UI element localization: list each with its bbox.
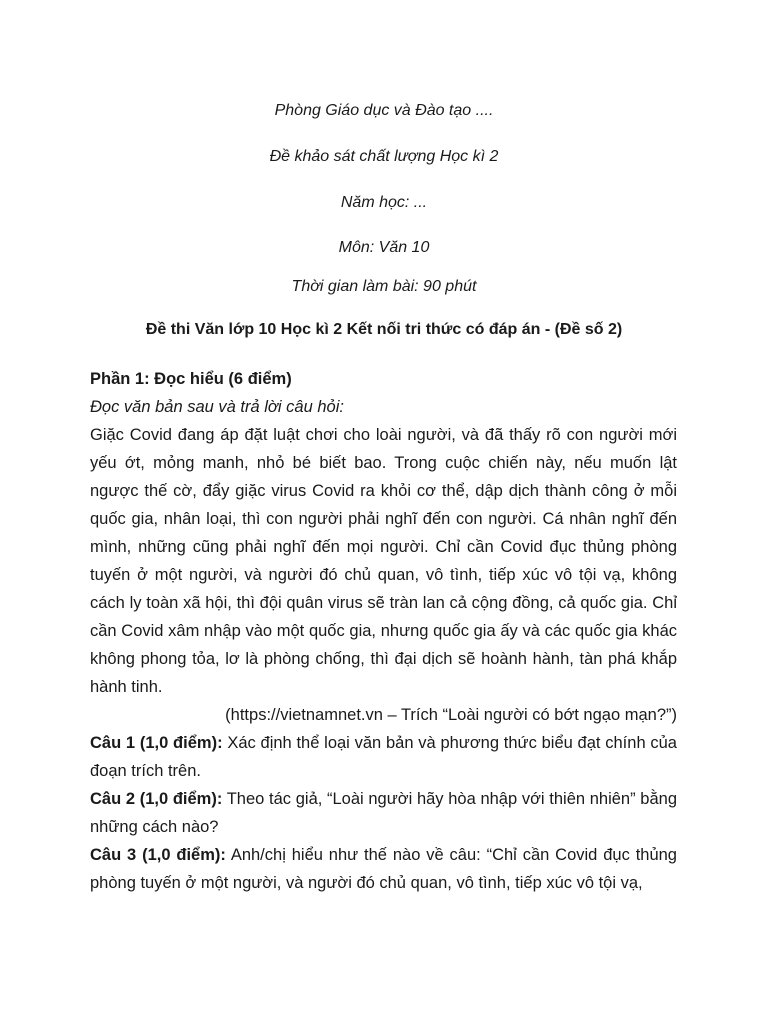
question-2-text: Theo tác giả, “Loài người hãy hòa nhập với thiên nhiên” bằng những cách nào? xyxy=(90,790,677,836)
passage-source: (https://vietnamnet.vn – Trích “Loài người có bớt ngạo mạn?”) xyxy=(225,706,677,724)
question-3-label: Câu 3 (1,0 điểm): xyxy=(90,846,226,864)
question-1 xyxy=(90,729,677,785)
question-2-label: Câu 2 (1,0 điểm): xyxy=(90,790,223,808)
subject-line: Môn: Văn 10 xyxy=(338,239,430,256)
reading-instruction: Đọc văn bản sau và trả lời câu hỏi: xyxy=(90,398,344,416)
section-1 xyxy=(90,365,677,897)
question-1-text: Xác định thể loại văn bản và phương thức biểu đạt chính của đoạn trích trên. xyxy=(90,734,677,780)
section-heading: Phần 1: Đọc hiểu (6 điểm) xyxy=(90,370,292,388)
question-3 xyxy=(90,841,677,897)
reading-passage: Giặc Covid đang áp đặt luật chơi cho loài người, và đã thấy rõ con người mới yếu ớt, mỏng manh, nhỏ bé biết bao. Trong cuộc chiến này, nếu muốn lật ngược thế cờ, đẩy giặc virus Covid ra khỏi cơ thể, dập dịch thành công ở mỗi quốc gia, nhân loại, thì con người phải nghĩ đến con người. Cá nhân nghĩ đến mình, những cũng phải nghĩ đến mọi người. Chỉ cần Covid đục thủng phòng tuyến ở một người, và người đó chủ quan, vô tình, tiếp xúc vô tội vạ, không cách ly toàn xã hội, thì đội quân virus sẽ tràn lan cả cộng đồng, cả quốc gia. Chỉ cần Covid xâm nhập vào một quốc gia, nhưng quốc gia ấy và các quốc gia khác không phong tỏa, lơ là phòng chống, thì đại dịch sẽ hoành hành, tàn phá khắp hành tinh. xyxy=(90,426,677,696)
exam-name-line: Đề khảo sát chất lượng Học kì 2 xyxy=(269,148,499,165)
question-3-text: Anh/chị hiểu như thế nào về câu: “Chỉ cần Covid đục thủng phòng tuyến ở một người, và người đó chủ quan, vô tình, tiếp xúc vô tội vạ, xyxy=(90,846,677,892)
question-2 xyxy=(90,785,677,841)
document-title: Đề thi Văn lớp 10 Học kì 2 Kết nối tri thức có đáp án - (Đề số 2) xyxy=(145,321,623,338)
question-1-label: Câu 1 (1,0 điểm): xyxy=(90,734,223,752)
duration-line: Thời gian làm bài: 90 phút xyxy=(291,278,477,295)
department-line: Phòng Giáo dục và Đào tạo .... xyxy=(274,102,494,119)
school-year-line: Năm học: ... xyxy=(340,194,428,211)
